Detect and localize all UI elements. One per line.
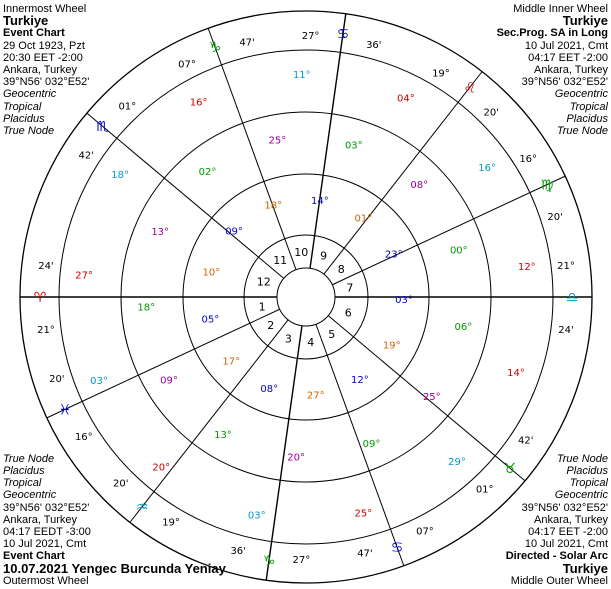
wheel-label: Middle Outer Wheel — [510, 574, 608, 587]
wheel-label: Middle Inner Wheel — [513, 3, 608, 15]
cusp-minute: 20' — [547, 212, 563, 224]
planet-degree: 03° — [90, 375, 108, 387]
planet-degree: 08° — [260, 383, 279, 395]
chart-coords: 39°N56' 032°E52' — [521, 501, 608, 514]
planet-degree: 03° — [395, 295, 413, 307]
planet-degree: 13° — [151, 227, 170, 239]
tropical-label: Tropical — [569, 100, 608, 113]
planet-degree: 18° — [137, 302, 156, 314]
planet-degree: 12° — [517, 261, 536, 273]
chart-type: Sec.Prog. SA in Long — [496, 27, 608, 40]
cusp-sign-icon: ♋ — [336, 26, 350, 43]
chart-coords: 39°N56' 032°E52' — [3, 501, 90, 514]
chart-name: Turkiye — [3, 13, 49, 29]
cusp-degree: 19° — [432, 68, 450, 80]
house-system: Placidus — [566, 464, 608, 477]
planet-degree: 11° — [292, 70, 311, 82]
cusp-sign-icon: ♎ — [565, 290, 579, 306]
outermost-wheel-info — [3, 453, 226, 587]
tropical-label: Tropical — [569, 477, 608, 490]
chart-place: Ankara, Turkey — [534, 64, 608, 77]
planet-degree: 16° — [189, 97, 208, 109]
house-number: 12 — [256, 275, 271, 289]
cusp-sign-icon: ♏ — [95, 119, 109, 136]
chart-date: 10 Jul 2021, Cmt — [524, 538, 608, 551]
planet-degree: 08° — [410, 180, 429, 192]
chart-time: 04:17 EET -2:00 — [528, 51, 608, 64]
planet-degree: 25° — [422, 391, 441, 403]
cusp-degree: 27° — [301, 31, 320, 43]
cusp-minute: 20' — [483, 107, 500, 119]
planet-degree: 27° — [75, 270, 94, 282]
chart-date: 10 Jul 2021, Cmt — [3, 538, 87, 551]
house-number: 1 — [258, 300, 266, 314]
chart-place: Ankara, Turkey — [3, 513, 77, 526]
chart-time: 04:17 EET -2:00 — [528, 525, 608, 538]
cusp-sign-icon: ♑ — [208, 40, 222, 57]
cusp-degree: 42' — [517, 435, 534, 447]
planet-degree: 27° — [306, 390, 325, 402]
planet-degree: 18° — [111, 169, 129, 181]
node-type: True Node — [556, 452, 608, 465]
cusp-sign-icon: ♌ — [463, 80, 477, 97]
house-cusp-line — [310, 14, 346, 268]
cusp-sign-icon: ♋ — [390, 539, 404, 556]
cusp-minute: 01° — [475, 484, 494, 496]
tropical-label: Tropical — [3, 477, 42, 490]
cusp-degree: 07° — [416, 526, 434, 538]
house-number: 4 — [307, 335, 315, 349]
cusp-degree: 19° — [162, 517, 180, 529]
house-system: Placidus — [566, 112, 608, 125]
planet-degree: 17° — [222, 356, 241, 368]
house-system: Placidus — [3, 464, 45, 477]
chart-type: Event Chart — [3, 550, 65, 563]
cusp-minute: 01° — [118, 101, 137, 113]
house-number: 8 — [337, 262, 345, 276]
node-type: True Node — [3, 452, 55, 465]
planet-degree: 12° — [351, 374, 369, 386]
chart-name: Turkiye — [562, 13, 608, 29]
innermost-wheel-info — [3, 3, 89, 137]
house-cusp-line — [87, 113, 284, 278]
planet-degree: 13° — [214, 429, 232, 441]
cusp-sign-icon: ♍ — [540, 177, 554, 194]
house-cusp-line — [316, 324, 404, 566]
cusp-degree: 07° — [178, 59, 196, 71]
house-number: 6 — [344, 306, 352, 320]
planet-degree: 29° — [448, 457, 466, 469]
cusp-degree: 42' — [78, 150, 95, 162]
planet-degree: 19° — [382, 340, 401, 352]
house-number: 2 — [267, 319, 275, 333]
zodiac-type: Geocentric — [554, 489, 608, 502]
wheel-label: Outermost Wheel — [3, 574, 89, 587]
wheel-ring — [277, 268, 335, 326]
cusp-degree: 16° — [519, 154, 538, 166]
planet-degree: 03° — [247, 510, 266, 522]
planet-degree: 14° — [507, 368, 525, 380]
planet-degree: 09° — [225, 226, 243, 238]
node-type: True Node — [3, 125, 55, 138]
cusp-minute: 36' — [366, 39, 382, 51]
planet-degree: 25° — [354, 508, 373, 520]
cusp-degree: 27° — [292, 554, 311, 566]
cusp-minute: 47' — [357, 548, 373, 560]
zodiac-type: Geocentric — [3, 88, 57, 101]
middle-outer-wheel-info — [506, 453, 608, 587]
chart-coords: 39°N56' 032°E52' — [521, 76, 608, 89]
chart-time: 20:30 EET -2:00 — [3, 51, 83, 64]
chart-date: 29 Oct 1923, Pzt — [3, 39, 85, 52]
house-number: 3 — [284, 332, 292, 346]
cusp-sign-icon: ♒ — [135, 499, 149, 516]
planet-degree: 05° — [201, 314, 220, 326]
house-cusp-line — [47, 309, 280, 418]
cusp-minute: 20' — [49, 373, 65, 385]
house-number: 5 — [328, 327, 336, 341]
chart-place: Ankara, Turkey — [3, 64, 77, 77]
chart-place: Ankara, Turkey — [534, 513, 608, 526]
chart-type: Event Chart — [3, 27, 65, 40]
chart-date: 10 Jul 2021, Cmt — [524, 39, 608, 52]
planet-degree: 03° — [344, 140, 363, 152]
chart-time: 04:17 EEDT -3:00 — [3, 525, 91, 538]
house-number: 9 — [320, 249, 328, 263]
zodiac-type: Geocentric — [554, 88, 608, 101]
planet-degree: 18° — [264, 200, 283, 212]
planet-degree: 14° — [311, 195, 329, 207]
tropical-label: Tropical — [3, 100, 42, 113]
house-number: 10 — [294, 246, 309, 260]
house-number: 11 — [273, 254, 288, 268]
house-system: Placidus — [3, 112, 45, 125]
planet-degree: 06° — [454, 322, 473, 334]
planet-degree: 20° — [152, 462, 171, 474]
planet-degree: 16° — [478, 162, 496, 174]
planet-degree: 09° — [160, 375, 178, 387]
cusp-sign-icon: ♈ — [33, 290, 47, 306]
cusp-degree: 21° — [37, 324, 55, 336]
middle-inner-wheel-info — [497, 3, 608, 137]
planet-degree: 10° — [202, 267, 221, 279]
cusp-sign-icon: ♑ — [262, 553, 276, 570]
planet-degree: 09° — [362, 438, 381, 450]
cusp-minute: 24' — [38, 261, 54, 273]
chart-coords: 39°N56' 032°E52' — [3, 76, 90, 89]
planet-degree: 02° — [198, 166, 217, 178]
chart-type: Directed - Solar Arc — [505, 550, 608, 563]
planet-degree: 04° — [397, 93, 415, 105]
zodiac-type: Geocentric — [3, 489, 57, 502]
cusp-sign-icon: ♉ — [503, 460, 517, 477]
chart-name: Turkiye — [562, 560, 608, 576]
house-number: 7 — [346, 281, 354, 295]
planet-degree: 00° — [449, 245, 468, 257]
planet-degree: 25° — [268, 135, 287, 147]
cusp-minute: 36' — [230, 546, 246, 558]
house-cusp-line — [208, 28, 296, 270]
wheel-label: Innermost Wheel — [3, 3, 87, 15]
cusp-degree: 16° — [74, 431, 93, 443]
planet-degree: 01° — [354, 213, 373, 225]
cusp-minute: 47' — [239, 37, 255, 49]
cusp-degree: 21° — [557, 261, 575, 273]
chart-name: 10.07.2021 Yengec Burcunda Yeniay — [3, 560, 226, 576]
cusp-minute: 24' — [558, 324, 574, 336]
cusp-minute: 20' — [112, 478, 129, 490]
planet-degree: 20° — [287, 452, 305, 464]
planet-degree: 23° — [384, 249, 403, 261]
cusp-sign-icon: ♓ — [58, 402, 72, 419]
node-type: True Node — [556, 125, 608, 138]
